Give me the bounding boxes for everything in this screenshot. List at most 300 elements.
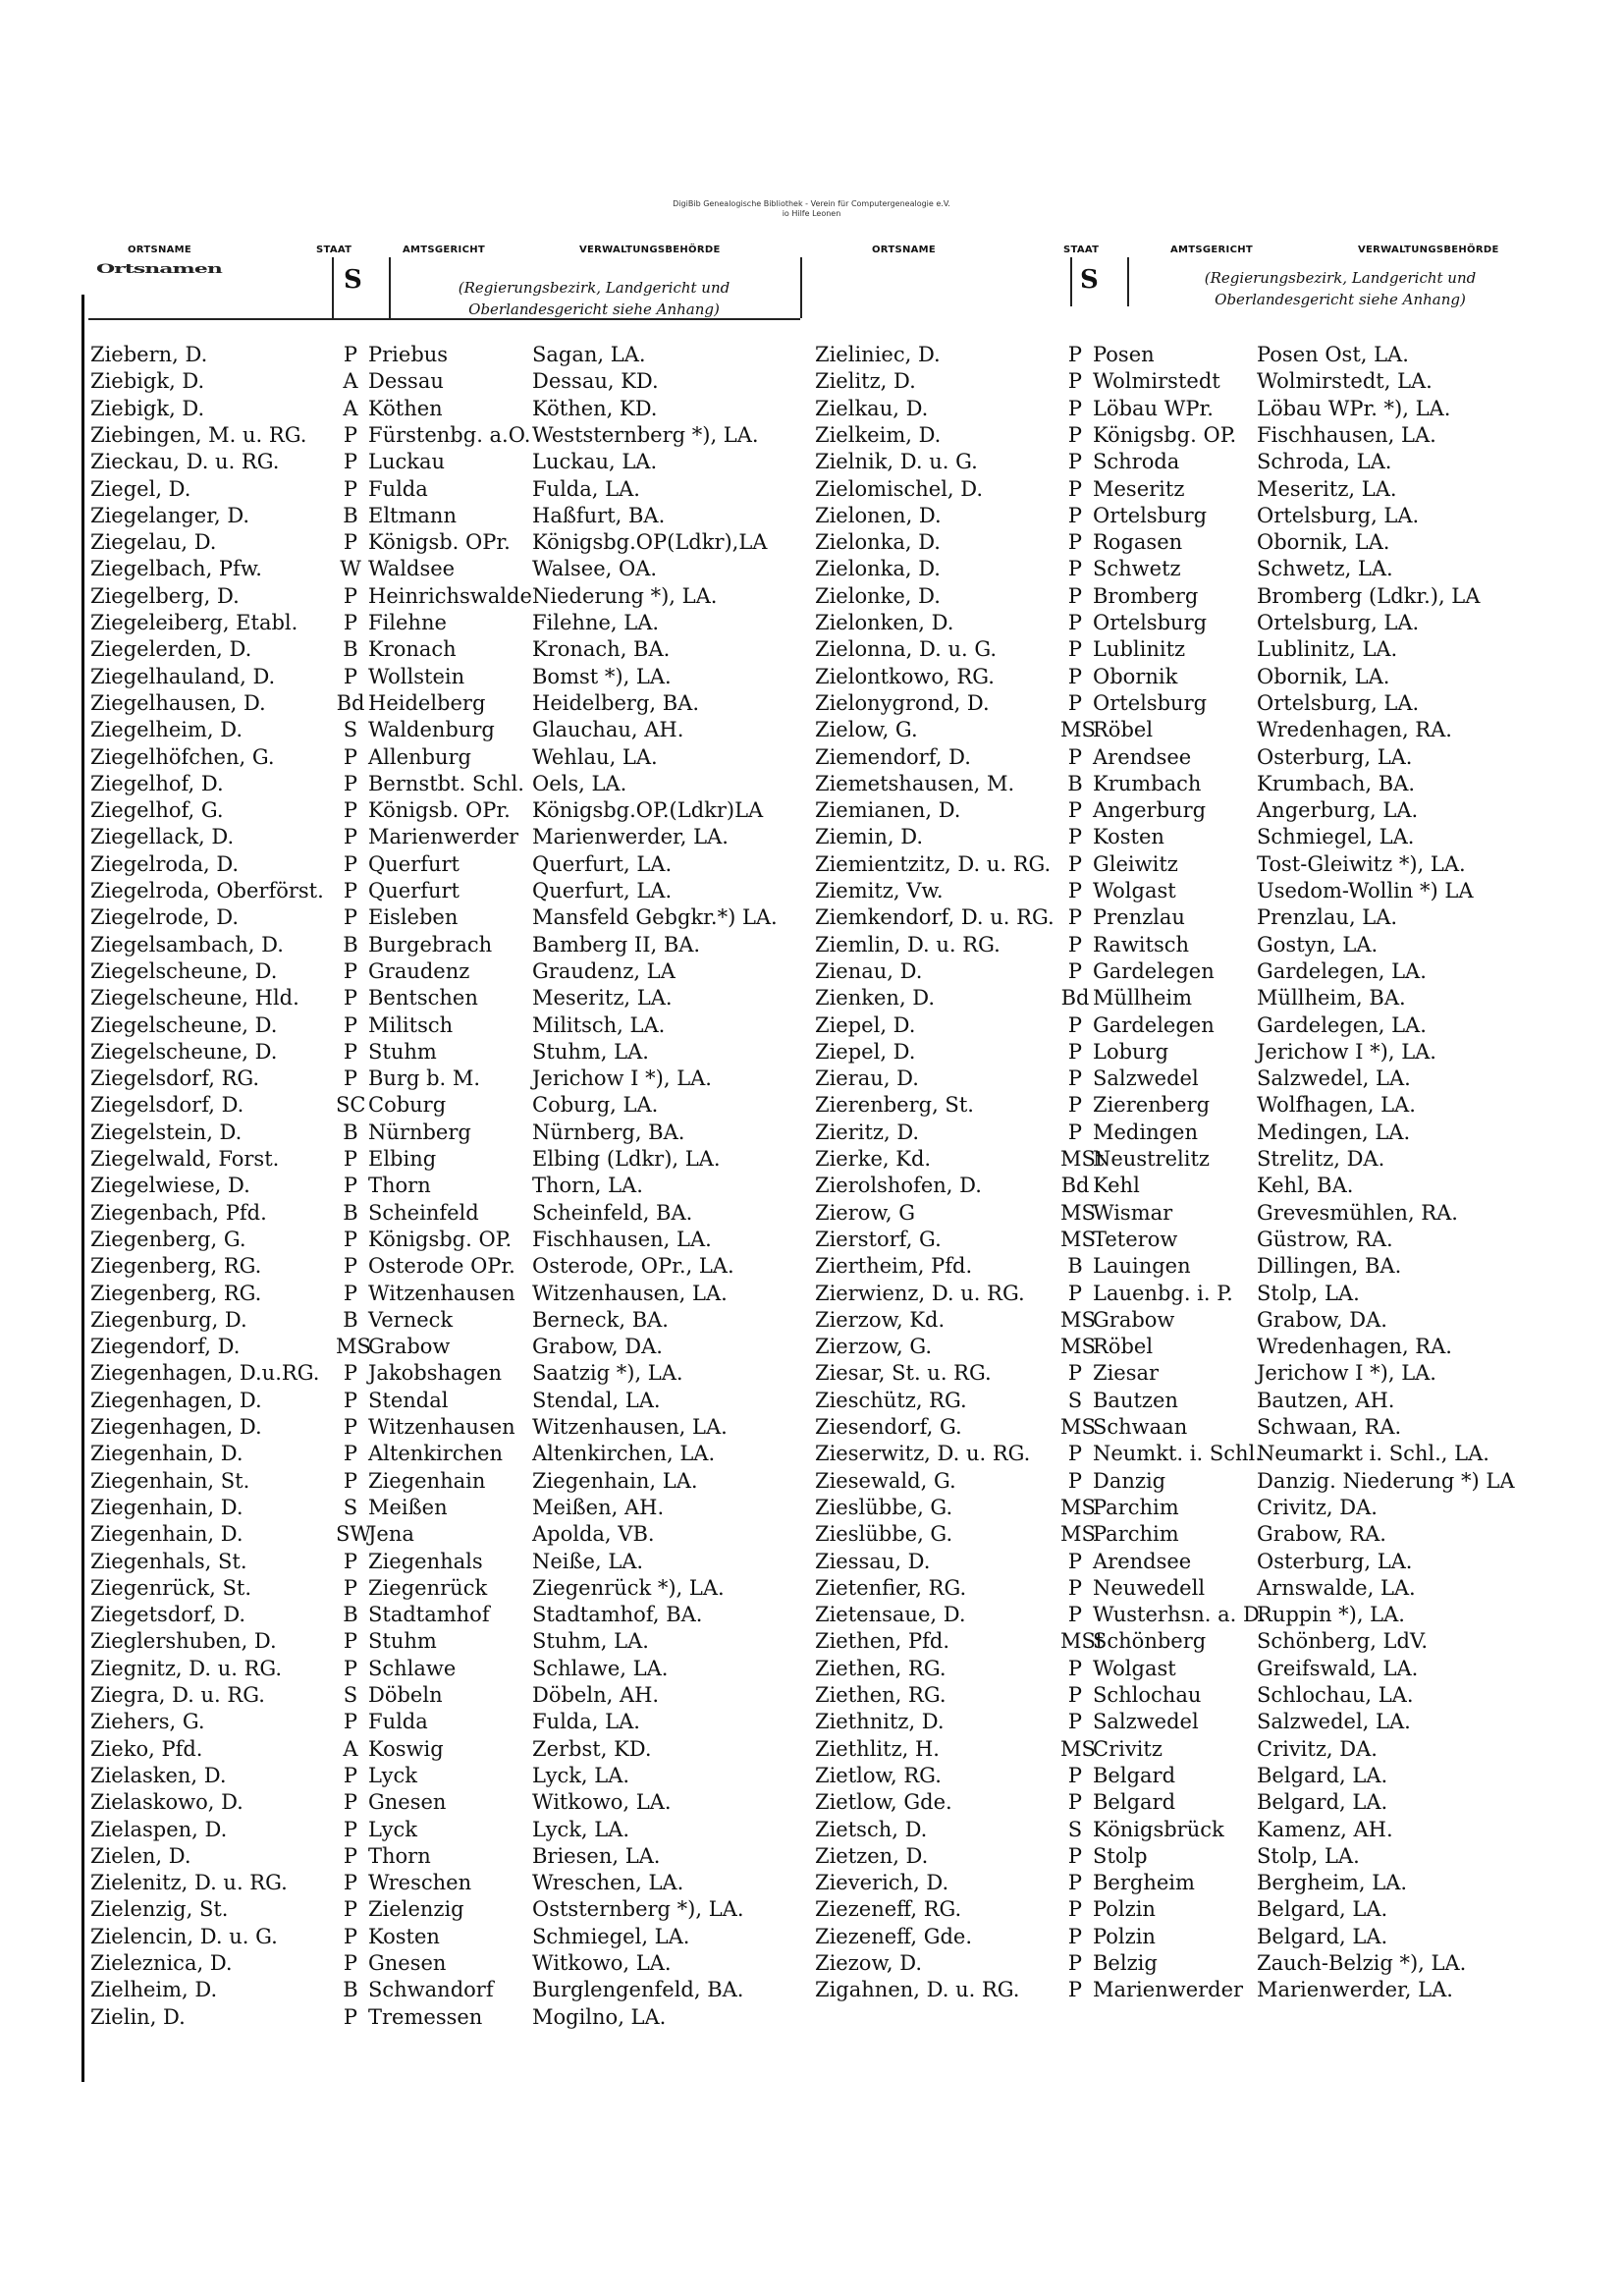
amtsgericht-cell: Jena — [368, 1522, 414, 1547]
staat-cell: P — [1067, 1012, 1083, 1037]
ortsname-cell: Ziegelstein, D. — [90, 1120, 243, 1144]
amtsgericht-cell: Stolp — [1093, 1843, 1148, 1868]
amtsgericht-cell: Königsbg. OP. — [1093, 422, 1237, 447]
staat-cell: P — [1067, 1683, 1083, 1707]
verwaltung-cell: Schlawe, LA. — [532, 1656, 669, 1680]
ortsname-cell: Ziegelroda, D. — [90, 851, 240, 876]
amtsgericht-cell: Altenkirchen — [368, 1442, 503, 1466]
ortsname-cell: Zielheim, D. — [90, 1978, 218, 2002]
table-row — [90, 851, 817, 877]
staat-cell: S — [343, 1683, 358, 1707]
top-note-line-1: DigiBib Genealogische Bibliothek - Verein für Computergenealogie e.V. — [673, 199, 950, 208]
ortsname-cell: Ziegellack, D. — [90, 825, 235, 849]
staat-cell: S — [343, 718, 358, 742]
table-row — [815, 1468, 1542, 1494]
staat-cell: P — [1067, 557, 1083, 581]
table-row — [90, 664, 817, 689]
staat-cell: P — [1067, 1978, 1083, 2002]
amtsgericht-cell: Arendsee — [1093, 1549, 1192, 1573]
amtsgericht-cell: Filehne — [368, 611, 447, 634]
staat-cell: Bd — [1060, 986, 1090, 1011]
verwaltung-cell: Witkowo, LA. — [532, 1951, 672, 1975]
table-row — [90, 1656, 817, 1681]
table-row — [90, 1950, 817, 1976]
verwaltung-cell: Fulda, LA. — [532, 1710, 640, 1734]
ortsname-cell: Zielonen, D. — [815, 503, 942, 527]
amtsgericht-cell: Schwaan — [1093, 1415, 1188, 1439]
amtsgericht-cell: Fulda — [368, 476, 428, 501]
ortsname-cell: Ziebigk, D. — [90, 369, 205, 394]
table-row — [815, 1628, 1542, 1654]
table-row — [90, 1763, 817, 1788]
amtsgericht-cell: Fürstenbg. a.O. — [368, 422, 531, 447]
amtsgericht-cell: Danzig — [1093, 1468, 1166, 1493]
ortsname-cell: Ziepel, D. — [815, 1039, 916, 1064]
table-row — [90, 717, 817, 742]
staat-cell: P — [1067, 450, 1083, 474]
staat-cell: P — [343, 1415, 358, 1439]
staat-cell: P — [343, 1442, 358, 1466]
table-row — [815, 1950, 1542, 1976]
amtsgericht-cell: Burg b. M. — [368, 1066, 481, 1091]
ortsname-cell: Ziegenrück, St. — [90, 1575, 252, 1600]
amtsgericht-cell: Löbau WPr. — [1093, 396, 1214, 420]
ortsname-cell: Ziegnitz, D. u. RG. — [90, 1656, 283, 1680]
amtsgericht-cell: Wolgast — [1093, 1656, 1176, 1680]
table-row — [90, 1843, 817, 1869]
staat-cell: P — [343, 1656, 358, 1680]
ortsname-cell: Zietensaue, D. — [815, 1603, 966, 1627]
amtsgericht-cell: Bernstbt. Schl. — [368, 771, 524, 795]
ortsname-cell: Ziegendorf, D. — [90, 1335, 241, 1359]
header-verwaltung: VERWALTUNGSBEHÖRDE — [1358, 245, 1499, 255]
table-row — [90, 529, 817, 555]
table-row — [90, 2004, 817, 2030]
staat-cell: P — [343, 1468, 358, 1493]
staat-cell: P — [343, 1066, 358, 1091]
table-row — [90, 1602, 817, 1627]
table-row — [90, 771, 817, 796]
verwaltung-cell: Querfurt, LA. — [532, 851, 673, 876]
ortsname-cell: Ziepel, D. — [815, 1012, 916, 1037]
table-row — [90, 1549, 817, 1574]
staat-cell: B — [343, 1978, 358, 2002]
verwaltung-cell: Wolmirstedt, LA. — [1257, 369, 1433, 394]
verwaltung-cell: Ruppin *), LA. — [1257, 1603, 1405, 1627]
staat-cell: MSt — [1060, 1147, 1105, 1171]
amtsgericht-cell: Grabow — [1093, 1307, 1175, 1332]
amtsgericht-cell: Waldenburg — [368, 718, 495, 742]
ortsname-cell: Zielasken, D. — [90, 1763, 227, 1787]
staat-cell: P — [1067, 530, 1083, 555]
staat-cell: MS — [1060, 1227, 1096, 1251]
staat-cell: W — [340, 557, 361, 581]
table-row — [815, 1763, 1542, 1788]
table-row — [90, 1575, 817, 1601]
staat-cell: P — [343, 450, 358, 474]
ortsname-cell: Ziegelhof, D. — [90, 771, 224, 795]
verwaltung-cell: Prenzlau, LA. — [1257, 905, 1398, 930]
verwaltung-cell: Löbau WPr. *), LA. — [1257, 396, 1451, 420]
amtsgericht-cell: Burgebrach — [368, 932, 493, 957]
bracket-line-1: (Regierungsbezirk, Landgericht und — [458, 279, 730, 297]
verwaltung-cell: Stolp, LA. — [1257, 1843, 1360, 1868]
table-row — [815, 1360, 1542, 1386]
table-row — [90, 1495, 817, 1520]
table-row — [90, 1146, 817, 1172]
ortsname-cell: Zierstorf, G. — [815, 1227, 942, 1251]
verwaltung-cell: Stendal, LA. — [532, 1388, 661, 1412]
verwaltung-cell: Königsbg.OP.(Ldkr)LA — [532, 798, 764, 823]
amtsgericht-cell: Gleiwitz — [1093, 851, 1178, 876]
verwaltung-cell: Gardelegen, LA. — [1257, 1012, 1427, 1037]
table-row — [815, 1066, 1542, 1091]
staat-cell: Bd — [336, 690, 365, 715]
ortsname-cell: Ziegelanger, D. — [90, 503, 250, 527]
verwaltung-cell: Querfurt, LA. — [532, 879, 673, 902]
table-row — [90, 985, 817, 1011]
staat-cell: MS — [1060, 718, 1096, 742]
ortsname-cell: Zieliniec, D. — [815, 343, 941, 366]
table-row — [815, 342, 1542, 367]
amtsgericht-cell: Schwandorf — [368, 1978, 494, 2002]
ortsname-cell: Ziethen, RG. — [815, 1656, 947, 1680]
amtsgericht-cell: Meseritz — [1093, 476, 1185, 501]
ortsname-cell: Zieritz, D. — [815, 1120, 920, 1144]
table-row — [90, 1039, 817, 1065]
staat-cell: SW — [336, 1522, 371, 1547]
ortsname-cell: Ziegelhof, G. — [90, 798, 224, 823]
table-row — [815, 1682, 1542, 1708]
staat-cell: P — [343, 1843, 358, 1868]
ortsname-cell: Zierzow, G. — [815, 1335, 933, 1359]
verwaltung-cell: Stuhm, LA. — [532, 1629, 649, 1654]
ortsname-cell: Ziezeneff, RG. — [815, 1897, 962, 1922]
table-row — [90, 1253, 817, 1279]
table-row — [815, 904, 1542, 930]
staat-cell: MS — [1060, 1200, 1096, 1225]
ortsname-cell: Ziesendorf, G. — [815, 1415, 962, 1439]
ortsname-cell: Ziegenberg, RG. — [90, 1281, 262, 1305]
ortsname-cell: Ziegelhausen, D. — [90, 690, 266, 715]
verwaltung-cell: Bamberg II, BA. — [532, 932, 701, 957]
table-row — [815, 529, 1542, 555]
staat-cell: P — [1067, 932, 1083, 957]
top-note-line-2: io Hilfe Leonen — [782, 209, 841, 218]
table-row — [815, 1817, 1542, 1842]
amtsgericht-cell: Zielenzig — [368, 1897, 464, 1922]
amtsgericht-cell: Witzenhausen — [368, 1281, 515, 1305]
verwaltung-cell: Ziegenhain, LA. — [532, 1468, 698, 1493]
amtsgericht-cell: Bromberg — [1093, 583, 1199, 608]
verwaltung-cell: Müllheim, BA. — [1257, 986, 1406, 1011]
verwaltung-cell: Angerburg, LA. — [1257, 798, 1419, 823]
table-row — [815, 556, 1542, 581]
verwaltung-cell: Stuhm, LA. — [532, 1039, 649, 1064]
table-row — [90, 1870, 817, 1895]
staat-cell: B — [343, 503, 358, 527]
staat-cell: S — [343, 1495, 358, 1519]
table-row — [90, 1789, 817, 1815]
verwaltung-cell: Witzenhausen, LA. — [532, 1415, 728, 1439]
amtsgericht-cell: Arendsee — [1093, 744, 1192, 769]
ortsname-cell: Ziehers, G. — [90, 1710, 205, 1734]
verwaltung-cell: Bromberg (Ldkr.), LA — [1257, 583, 1481, 608]
staat-cell: P — [343, 879, 358, 902]
verwaltung-cell: Obornik, LA. — [1257, 664, 1390, 688]
amtsgericht-cell: Ziegenrück — [368, 1575, 488, 1600]
staat-cell: P — [343, 1790, 358, 1815]
verwaltung-cell: Crivitz, DA. — [1257, 1495, 1378, 1519]
amtsgericht-cell: Rawitsch — [1093, 932, 1190, 957]
verwaltung-cell: Thorn, LA. — [532, 1174, 643, 1198]
table-row — [815, 1575, 1542, 1601]
table-row — [815, 664, 1542, 689]
amtsgericht-cell: Eisleben — [368, 905, 459, 930]
verwaltung-cell: Osterburg, LA. — [1257, 744, 1413, 769]
amtsgericht-cell: Waldsee — [368, 557, 456, 581]
ortsname-cell: Zierolshofen, D. — [815, 1174, 982, 1198]
ortsname-cell: Ziemientzitz, D. u. RG. — [815, 851, 1052, 876]
verwaltung-cell: Graudenz, LA — [532, 958, 676, 983]
amtsgericht-cell: Angerburg — [1093, 798, 1207, 823]
table-row — [815, 1977, 1542, 2002]
ortsname-cell: Ziemlin, D. u. RG. — [815, 932, 1001, 957]
staat-cell: P — [343, 1710, 358, 1734]
table-row — [815, 1253, 1542, 1279]
amtsgericht-cell: Lyck — [368, 1817, 417, 1841]
amtsgericht-cell: Marienwerder — [1093, 1978, 1244, 2002]
ortsname-cell: Ziegelscheune, D. — [90, 1039, 278, 1064]
verwaltung-cell: Schmiegel, LA. — [532, 1924, 690, 1948]
amtsgericht-cell: Stuhm — [368, 1039, 437, 1064]
table-row — [815, 1736, 1542, 1762]
staat-cell: P — [1067, 744, 1083, 769]
verwaltung-cell: Schwaan, RA. — [1257, 1415, 1402, 1439]
table-row — [815, 422, 1542, 448]
verwaltung-cell: Grevesmühlen, RA. — [1257, 1200, 1458, 1225]
verwaltung-cell: Grabow, RA. — [1257, 1522, 1386, 1547]
ortsname-cell: Zierzow, Kd. — [815, 1307, 946, 1332]
staat-cell: B — [1067, 1254, 1083, 1279]
verwaltung-cell: Weststernberg *), LA. — [532, 422, 759, 447]
ortsname-cell: Zielenitz, D. u. RG. — [90, 1871, 288, 1895]
ortsname-cell: Ziegenberg, G. — [90, 1227, 246, 1251]
verwaltung-cell: Lyck, LA. — [532, 1817, 630, 1841]
table-row — [90, 503, 817, 528]
ortsname-cell: Zielonna, D. u. G. — [815, 637, 998, 662]
table-row — [90, 1092, 817, 1118]
ortsname-cell: Zielonken, D. — [815, 611, 954, 634]
staat-cell: A — [343, 1736, 358, 1761]
amtsgericht-cell: Medingen — [1093, 1120, 1199, 1144]
ortsname-cell: Ziethen, Pfd. — [815, 1629, 950, 1654]
verwaltung-cell: Mogilno, LA. — [532, 2004, 667, 2029]
staat-cell: P — [343, 1147, 358, 1171]
staat-cell: P — [343, 1012, 358, 1037]
table-row — [815, 1146, 1542, 1172]
ortsname-cell: Zietzen, D. — [815, 1843, 929, 1868]
verwaltung-cell: Schwetz, LA. — [1257, 557, 1393, 581]
amtsgericht-cell: Neumkt. i. Schl. — [1093, 1442, 1262, 1466]
amtsgericht-cell: Bentschen — [368, 986, 478, 1011]
ortsname-cell: Zielnik, D. u. G. — [815, 450, 978, 474]
staat-cell: P — [343, 986, 358, 1011]
staat-cell: P — [343, 664, 358, 688]
staat-cell: P — [1067, 583, 1083, 608]
table-row — [815, 985, 1542, 1011]
verwaltung-cell: Salzwedel, LA. — [1257, 1710, 1411, 1734]
verwaltung-cell: Apolda, VB. — [532, 1522, 655, 1547]
staat-cell: P — [343, 1039, 358, 1064]
staat-cell: P — [343, 958, 358, 983]
staat-cell: P — [343, 1388, 358, 1412]
amtsgericht-cell: Luckau — [368, 450, 446, 474]
ortsname-cell: Ziegelsdorf, D. — [90, 1093, 244, 1118]
amtsgericht-cell: Kosten — [1093, 825, 1164, 849]
table-row — [90, 1414, 817, 1440]
staat-cell: SC — [336, 1093, 366, 1118]
verwaltung-cell: Köthen, KD. — [532, 396, 658, 420]
table-row — [815, 1092, 1542, 1118]
amtsgericht-cell: Ortelsburg — [1093, 611, 1208, 634]
amtsgericht-cell: Polzin — [1093, 1924, 1156, 1948]
staat-cell: P — [1067, 503, 1083, 527]
amtsgericht-cell: Elbing — [368, 1147, 437, 1171]
amtsgericht-cell: Ortelsburg — [1093, 690, 1208, 715]
staat-cell: P — [1067, 1442, 1083, 1466]
bracket-note-left — [393, 277, 795, 320]
staat-cell: P — [343, 1227, 358, 1251]
amtsgericht-cell: Müllheim — [1093, 986, 1193, 1011]
staat-cell: P — [1067, 1120, 1083, 1144]
amtsgericht-cell: Nürnberg — [368, 1120, 471, 1144]
ortsname-cell: Zieserwitz, D. u. RG. — [815, 1442, 1031, 1466]
staat-cell: P — [1067, 1603, 1083, 1627]
header-ortsname-smudge: Ortsnamen — [96, 261, 222, 277]
table-row — [815, 1200, 1542, 1226]
ortsname-cell: Ziemin, D. — [815, 825, 924, 849]
verwaltung-cell: Salzwedel, LA. — [1257, 1066, 1411, 1091]
ortsname-cell: Ziezeneff, Gde. — [815, 1924, 973, 1948]
table-row — [90, 449, 817, 474]
amtsgericht-cell: Neuwedell — [1093, 1575, 1206, 1600]
table-row — [90, 1896, 817, 1922]
staat-cell: B — [343, 1200, 358, 1225]
staat-cell: P — [1067, 1281, 1083, 1305]
amtsgericht-cell: Koswig — [368, 1736, 444, 1761]
ortsname-cell: Ziegelberg, D. — [90, 583, 240, 608]
header-staat: STAAT — [1063, 245, 1100, 255]
verwaltung-cell: Witkowo, LA. — [532, 1790, 672, 1815]
amtsgericht-cell: Marienwerder — [368, 825, 519, 849]
verwaltung-cell: Dillingen, BA. — [1257, 1254, 1402, 1279]
ortsname-cell: Ziegelwiese, D. — [90, 1174, 250, 1198]
amtsgericht-cell: Fulda — [368, 1710, 428, 1734]
amtsgericht-cell: Querfurt — [368, 879, 460, 902]
amtsgericht-cell: Crivitz — [1093, 1736, 1163, 1761]
table-row — [90, 583, 817, 609]
staat-cell: P — [1067, 1951, 1083, 1975]
amtsgericht-cell: Parchim — [1093, 1495, 1179, 1519]
ortsname-cell: Zielitz, D. — [815, 369, 916, 394]
ortsname-cell: Ziegenhagen, D.u.RG. — [90, 1361, 320, 1386]
table-row — [815, 1012, 1542, 1038]
table-row — [90, 1468, 817, 1494]
staat-cell: P — [1067, 343, 1083, 366]
ortsname-cell: Zielonka, D. — [815, 557, 941, 581]
amtsgericht-cell: Jakobshagen — [368, 1361, 502, 1386]
table-row — [815, 1173, 1542, 1198]
verwaltung-cell: Wreschen, LA. — [532, 1871, 684, 1895]
amtsgericht-cell: Ziesar — [1093, 1361, 1160, 1386]
staat-cell: P — [1067, 422, 1083, 447]
amtsgericht-cell: Kronach — [368, 637, 457, 662]
ortsname-cell: Zielin, D. — [90, 2004, 186, 2029]
table-row — [90, 690, 817, 716]
table-row — [815, 958, 1542, 984]
staat-cell: P — [343, 1575, 358, 1600]
table-row — [90, 1924, 817, 1949]
verwaltung-cell: Berneck, BA. — [532, 1307, 669, 1332]
amtsgericht-cell: Salzwedel — [1093, 1066, 1199, 1091]
verwaltung-cell: Haßfurt, BA. — [532, 503, 666, 527]
ortsname-cell: Zierenberg, St. — [815, 1093, 974, 1118]
amtsgericht-cell: Gardelegen — [1093, 958, 1215, 983]
ortsname-cell: Zietenfier, RG. — [815, 1575, 967, 1600]
table-row — [815, 1495, 1542, 1520]
staat-cell: P — [1067, 1843, 1083, 1868]
staat-cell: P — [1067, 1066, 1083, 1091]
verwaltung-cell: Kehl, BA. — [1257, 1174, 1354, 1198]
table-row — [815, 1843, 1542, 1869]
staat-cell: P — [343, 530, 358, 555]
ortsname-cell: Ziegelerden, D. — [90, 637, 252, 662]
ortsname-cell: Zielow, G. — [815, 718, 918, 742]
verwaltung-cell: Crivitz, DA. — [1257, 1736, 1378, 1761]
table-row — [90, 1977, 817, 2002]
verwaltung-cell: Witzenhausen, LA. — [532, 1281, 728, 1305]
staat-cell: B — [1067, 771, 1083, 795]
amtsgericht-cell: Gnesen — [368, 1951, 447, 1975]
staat-cell: P — [343, 2004, 358, 2029]
ortsname-cell: Ziebigk, D. — [90, 396, 205, 420]
table-row — [815, 1656, 1542, 1681]
table-row — [90, 1120, 817, 1145]
amtsgericht-cell: Bautzen — [1093, 1388, 1178, 1412]
amtsgericht-cell: Osterode OPr. — [368, 1254, 515, 1279]
amtsgericht-cell: Verneck — [368, 1307, 454, 1332]
amtsgericht-cell: Militsch — [368, 1012, 454, 1037]
verwaltung-cell: Wredenhagen, RA. — [1257, 1335, 1452, 1359]
amtsgericht-cell: Wreschen — [368, 1871, 472, 1895]
staat-cell: MS — [1060, 1736, 1096, 1761]
staat-cell: P — [1067, 396, 1083, 420]
ortsname-cell: Ziegelsdorf, RG. — [90, 1066, 260, 1091]
table-row — [90, 610, 817, 635]
amtsgericht-cell: Wolmirstedt — [1093, 369, 1220, 394]
header-divider — [1127, 257, 1129, 306]
table-row — [90, 958, 817, 984]
verwaltung-cell: Walsee, OA. — [532, 557, 658, 581]
ortsname-cell: Ziemkendorf, D. u. RG. — [815, 905, 1055, 930]
verwaltung-cell: Luckau, LA. — [532, 450, 658, 474]
verwaltung-cell: Fischhausen, LA. — [532, 1227, 712, 1251]
header-divider — [389, 257, 391, 318]
staat-cell: P — [1067, 476, 1083, 501]
verwaltung-cell: Obornik, LA. — [1257, 530, 1390, 555]
table-row — [90, 1200, 817, 1226]
